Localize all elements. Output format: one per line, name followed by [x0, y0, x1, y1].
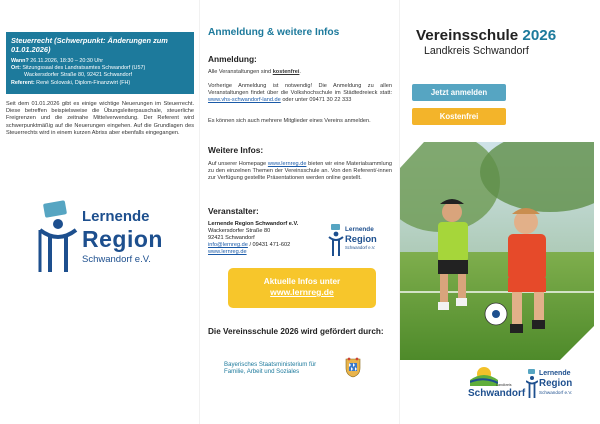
- org-street: Wackersdorfer Straße 80: [208, 228, 271, 235]
- event-ort-value: Sitzungssaal des Landratsamtes Schwandorf (U57): [22, 65, 146, 72]
- lernreg-link[interactable]: www.lernreg.de: [267, 161, 307, 167]
- lernende-region-small-logo: [328, 222, 380, 260]
- logo-text-lernende: Lernende: [82, 208, 150, 225]
- event-description: Seit dem 01.01.2026 gibt es einige wichtige Neuerungen im Steuerrecht. Diese betreffen beispielsweise die Übungsleiterpauschale, steuerliche Freigrenzen und die zeitnahe Mittelverwendung. Der Referent wird schwerpunktmäßig auf die Neuerungen eingehen. Auf die Grundlagen des Steuerrechts wird in einem kurzen Abriss aber ebenfalls eingegangen.: [6, 101, 194, 136]
- event-details: [11, 58, 189, 87]
- org-web-link[interactable]: www.lernreg.de: [208, 249, 247, 256]
- lernende-region-logo-icon: [36, 200, 80, 276]
- infobox-line1: Aktuelle Infos unter: [263, 277, 341, 286]
- event-title: Steuerrecht (Schwerpunkt: Änderungen zum 01.01.2026): [11, 36, 168, 54]
- weitere-infos-heading: Weitere Infos:: [208, 145, 264, 155]
- infobox-link[interactable]: www.lernreg.de: [270, 287, 334, 297]
- event-info-box: [6, 32, 194, 94]
- partner-logos: [468, 366, 594, 402]
- ministry-logo: [224, 356, 384, 378]
- anmeldung-text-1: Alle Veranstaltungen sind kostenfrei.: [208, 69, 301, 75]
- children-football-photo: [400, 142, 594, 360]
- event-wann-label: Wann?: [11, 58, 29, 64]
- lernende-region-bottom-icon: [526, 369, 538, 399]
- small-logo-region: Region: [345, 233, 377, 244]
- cover-title-year: 2026: [522, 27, 557, 44]
- landkreis-schwandorf-icon: [470, 366, 498, 386]
- ministry-line1: Bayerisches Staatsministerium für: [224, 361, 317, 368]
- logo-text-schwandorf: Schwandorf e.V.: [82, 254, 151, 265]
- bottom-logo-region: Region: [539, 378, 573, 389]
- cover-title: Vereinsschule 2026: [416, 27, 557, 44]
- anmeldung-heading: Anmeldung:: [208, 54, 257, 64]
- schwandorf-logo-big-text: Schwandorf: [468, 388, 526, 399]
- bavarian-crest-icon: [344, 356, 362, 378]
- bottom-logo-schwandorf: Schwandorf e.V.: [539, 390, 573, 395]
- cover-subtitle: Landkreis Schwandorf: [424, 45, 529, 57]
- veranstalter-heading: Veranstalter:: [208, 206, 259, 216]
- schwandorf-logo-small-text: Landkreis: [496, 383, 512, 387]
- veranstalter-address: [208, 221, 328, 256]
- lernende-region-logo: [36, 200, 176, 278]
- weitere-infos-text: Auf unserer Homepage www.lernreg.de bieten wir eine Materialsammlung zu den einzelnen Themen der Vereinsschule an. Von den Referent/-innen zur Verfügung gestellte Präsentationen werden online gestellt.: [208, 161, 392, 182]
- lernende-region-bottom-logo: [526, 368, 594, 400]
- event-referent-label: Referent:: [11, 79, 35, 86]
- football-photo-illustration: [400, 142, 594, 360]
- small-logo-schwandorf: Schwandorf e.V.: [345, 245, 376, 250]
- lernende-region-small-icon: [328, 224, 344, 258]
- ministry-line2: Familie, Arbeit und Soziales: [224, 368, 300, 375]
- bottom-logo-lernende: Lernende: [539, 370, 571, 377]
- left-panel: [0, 0, 198, 424]
- aktuelle-infos-box[interactable]: [228, 268, 376, 308]
- org-name: Lernende Region Schwandorf e.V.: [208, 221, 299, 227]
- small-logo-lernende: Lernende: [345, 226, 374, 233]
- event-ort-label: Ort:: [11, 65, 21, 72]
- event-ort-address: Wackersdorfer Straße 80, 92421 Schwandorf: [24, 72, 132, 79]
- kostenfrei-badge: Kostenfrei: [412, 108, 506, 125]
- middle-heading: Anmeldung & weitere Infos: [208, 27, 340, 38]
- event-referent-value: René Solowski, Diplom-Finanzwirt (FH): [36, 79, 131, 86]
- org-email-link[interactable]: info@lernreg.de: [208, 242, 248, 249]
- vhs-link[interactable]: www.vhs-schwandorf-land.de: [208, 97, 281, 104]
- anmeldung-text-3: Es können sich auch mehrere Mitglieder eines Vereins anmelden.: [208, 118, 371, 124]
- funding-heading: Die Vereinsschule 2026 wird gefördert durch:: [208, 327, 384, 336]
- middle-panel: [200, 0, 400, 424]
- org-city: 92421 Schwandorf: [208, 235, 255, 242]
- kostenfrei-emphasis: kostenfrei: [272, 69, 300, 75]
- logo-text-region: Region: [82, 226, 163, 252]
- jetzt-anmelden-button[interactable]: Jetzt anmelden: [412, 84, 506, 101]
- right-panel: [400, 0, 600, 424]
- org-phone: / 09431 471-602: [247, 242, 291, 249]
- anmeldung-text-2: Vorherige Anmeldung ist notwendig! Die Anmeldung zu allen Veranstaltungen findet über die Volkshochschule im Städtedreieck statt: www.vhs-schwandorf-land.de oder unter 09471 30 22 333: [208, 83, 392, 104]
- landkreis-schwandorf-logo: [468, 366, 526, 400]
- event-wann-value: 26.11.2026, 18:30 – 20:30 Uhr: [30, 58, 103, 64]
